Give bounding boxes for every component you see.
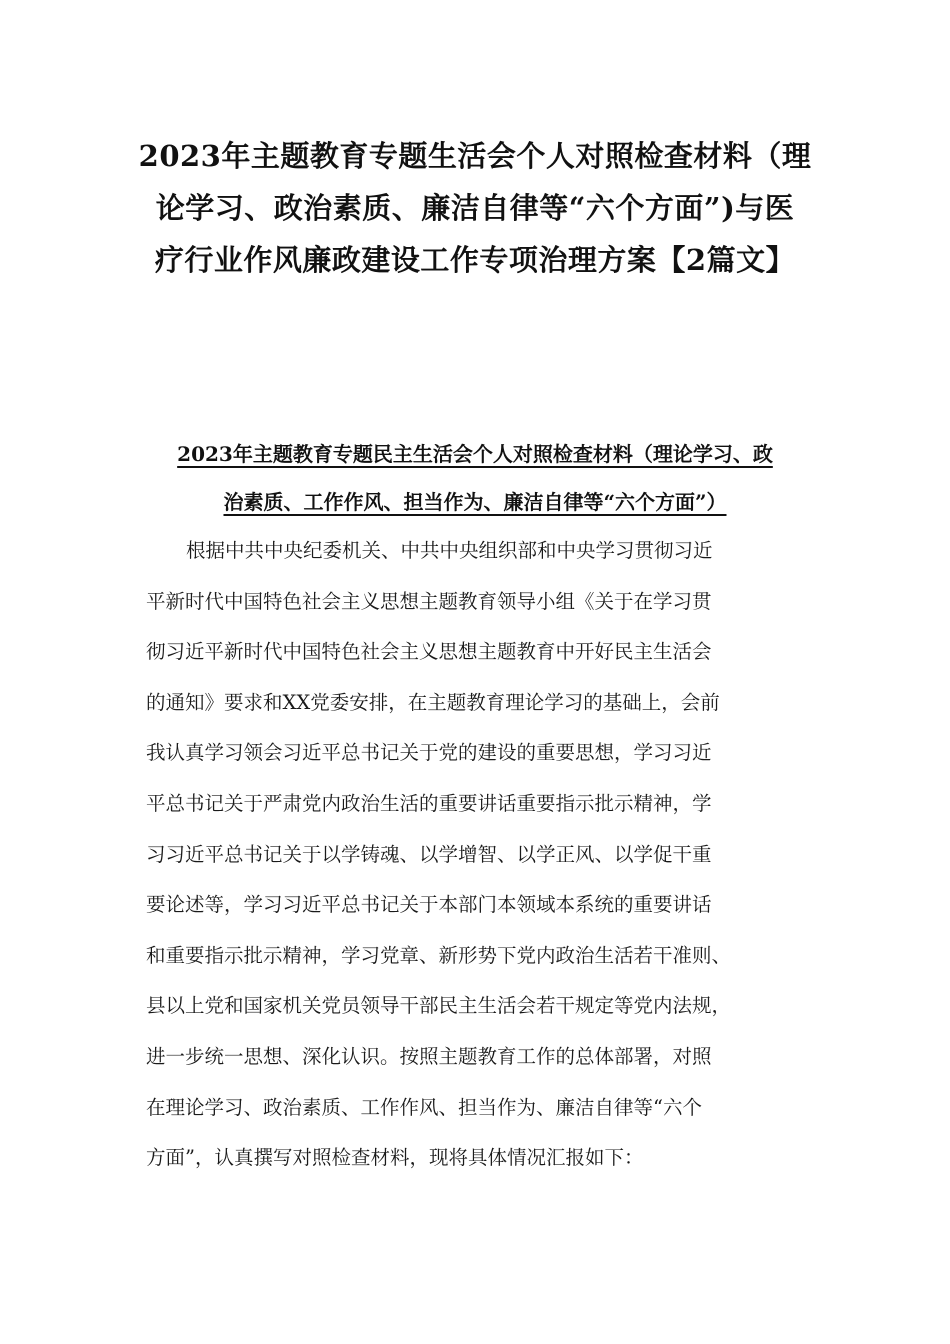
body-line: 习习近平总书记关于以学铸魂、以学增智、以学正风、以学促干重 [146, 842, 712, 866]
body-line: 和重要指示批示精神，学习党章、新形势下党内政治生活若干准则、 [146, 943, 732, 967]
body-line: 根据中共中央纪委机关、中共中央组织部和中央学习贯彻习近 [186, 539, 713, 562]
body-line: 方面”，认真撰写对照检查材料，现将具体情况汇报如下： [146, 1146, 644, 1170]
body-line: 县以上党和国家机关党员领导干部民主生活会若干规定等党内法规， [146, 994, 732, 1018]
body-line: 彻习近平新时代中国特色社会主义思想主题教育中开好民主生活会 [146, 640, 712, 664]
section-title [120, 430, 830, 526]
body-paragraph [146, 526, 836, 1184]
document-title-line: 2023年主题教育专题生活会个人对照检查材料（理 [138, 139, 812, 173]
body-line: 的通知》要求和XX党委安排，在主题教育理论学习的基础上，会前 [146, 690, 720, 714]
section-title-line [120, 430, 830, 478]
body-line: 平新时代中国特色社会主义思想主题教育领导小组《关于在学习贯 [146, 589, 712, 613]
body-line: 平总书记关于严肃党内政治生活的重要讲话重要指示批示精神，学 [146, 791, 712, 815]
document-title-line: 论学习、政治素质、廉洁自律等“六个方面”)与医 [155, 191, 795, 225]
document-title [135, 130, 815, 286]
document-title-line: 疗行业作风廉政建设工作专项治理方案【2篇文】 [154, 243, 796, 277]
section-title-line [120, 478, 830, 526]
body-line: 在理论学习、政治素质、工作作风、担当作为、廉洁自律等“六个 [146, 1095, 702, 1119]
body-line: 要论述等，学习习近平总书记关于本部门本领域本系统的重要讲话 [146, 893, 712, 917]
body-line: 进一步统一思想、深化认识。按照主题教育工作的总体部署，对照 [146, 1044, 712, 1068]
section-title-text: 2023年主题教育专题民主生活会个人对照检查材料（理论学习、政 [177, 442, 773, 466]
section-title-text: 治素质、工作作风、担当作为、廉洁自律等“六个方面”） [223, 490, 727, 514]
body-line: 我认真学习领会习近平总书记关于党的建设的重要思想，学习习近 [146, 741, 712, 765]
